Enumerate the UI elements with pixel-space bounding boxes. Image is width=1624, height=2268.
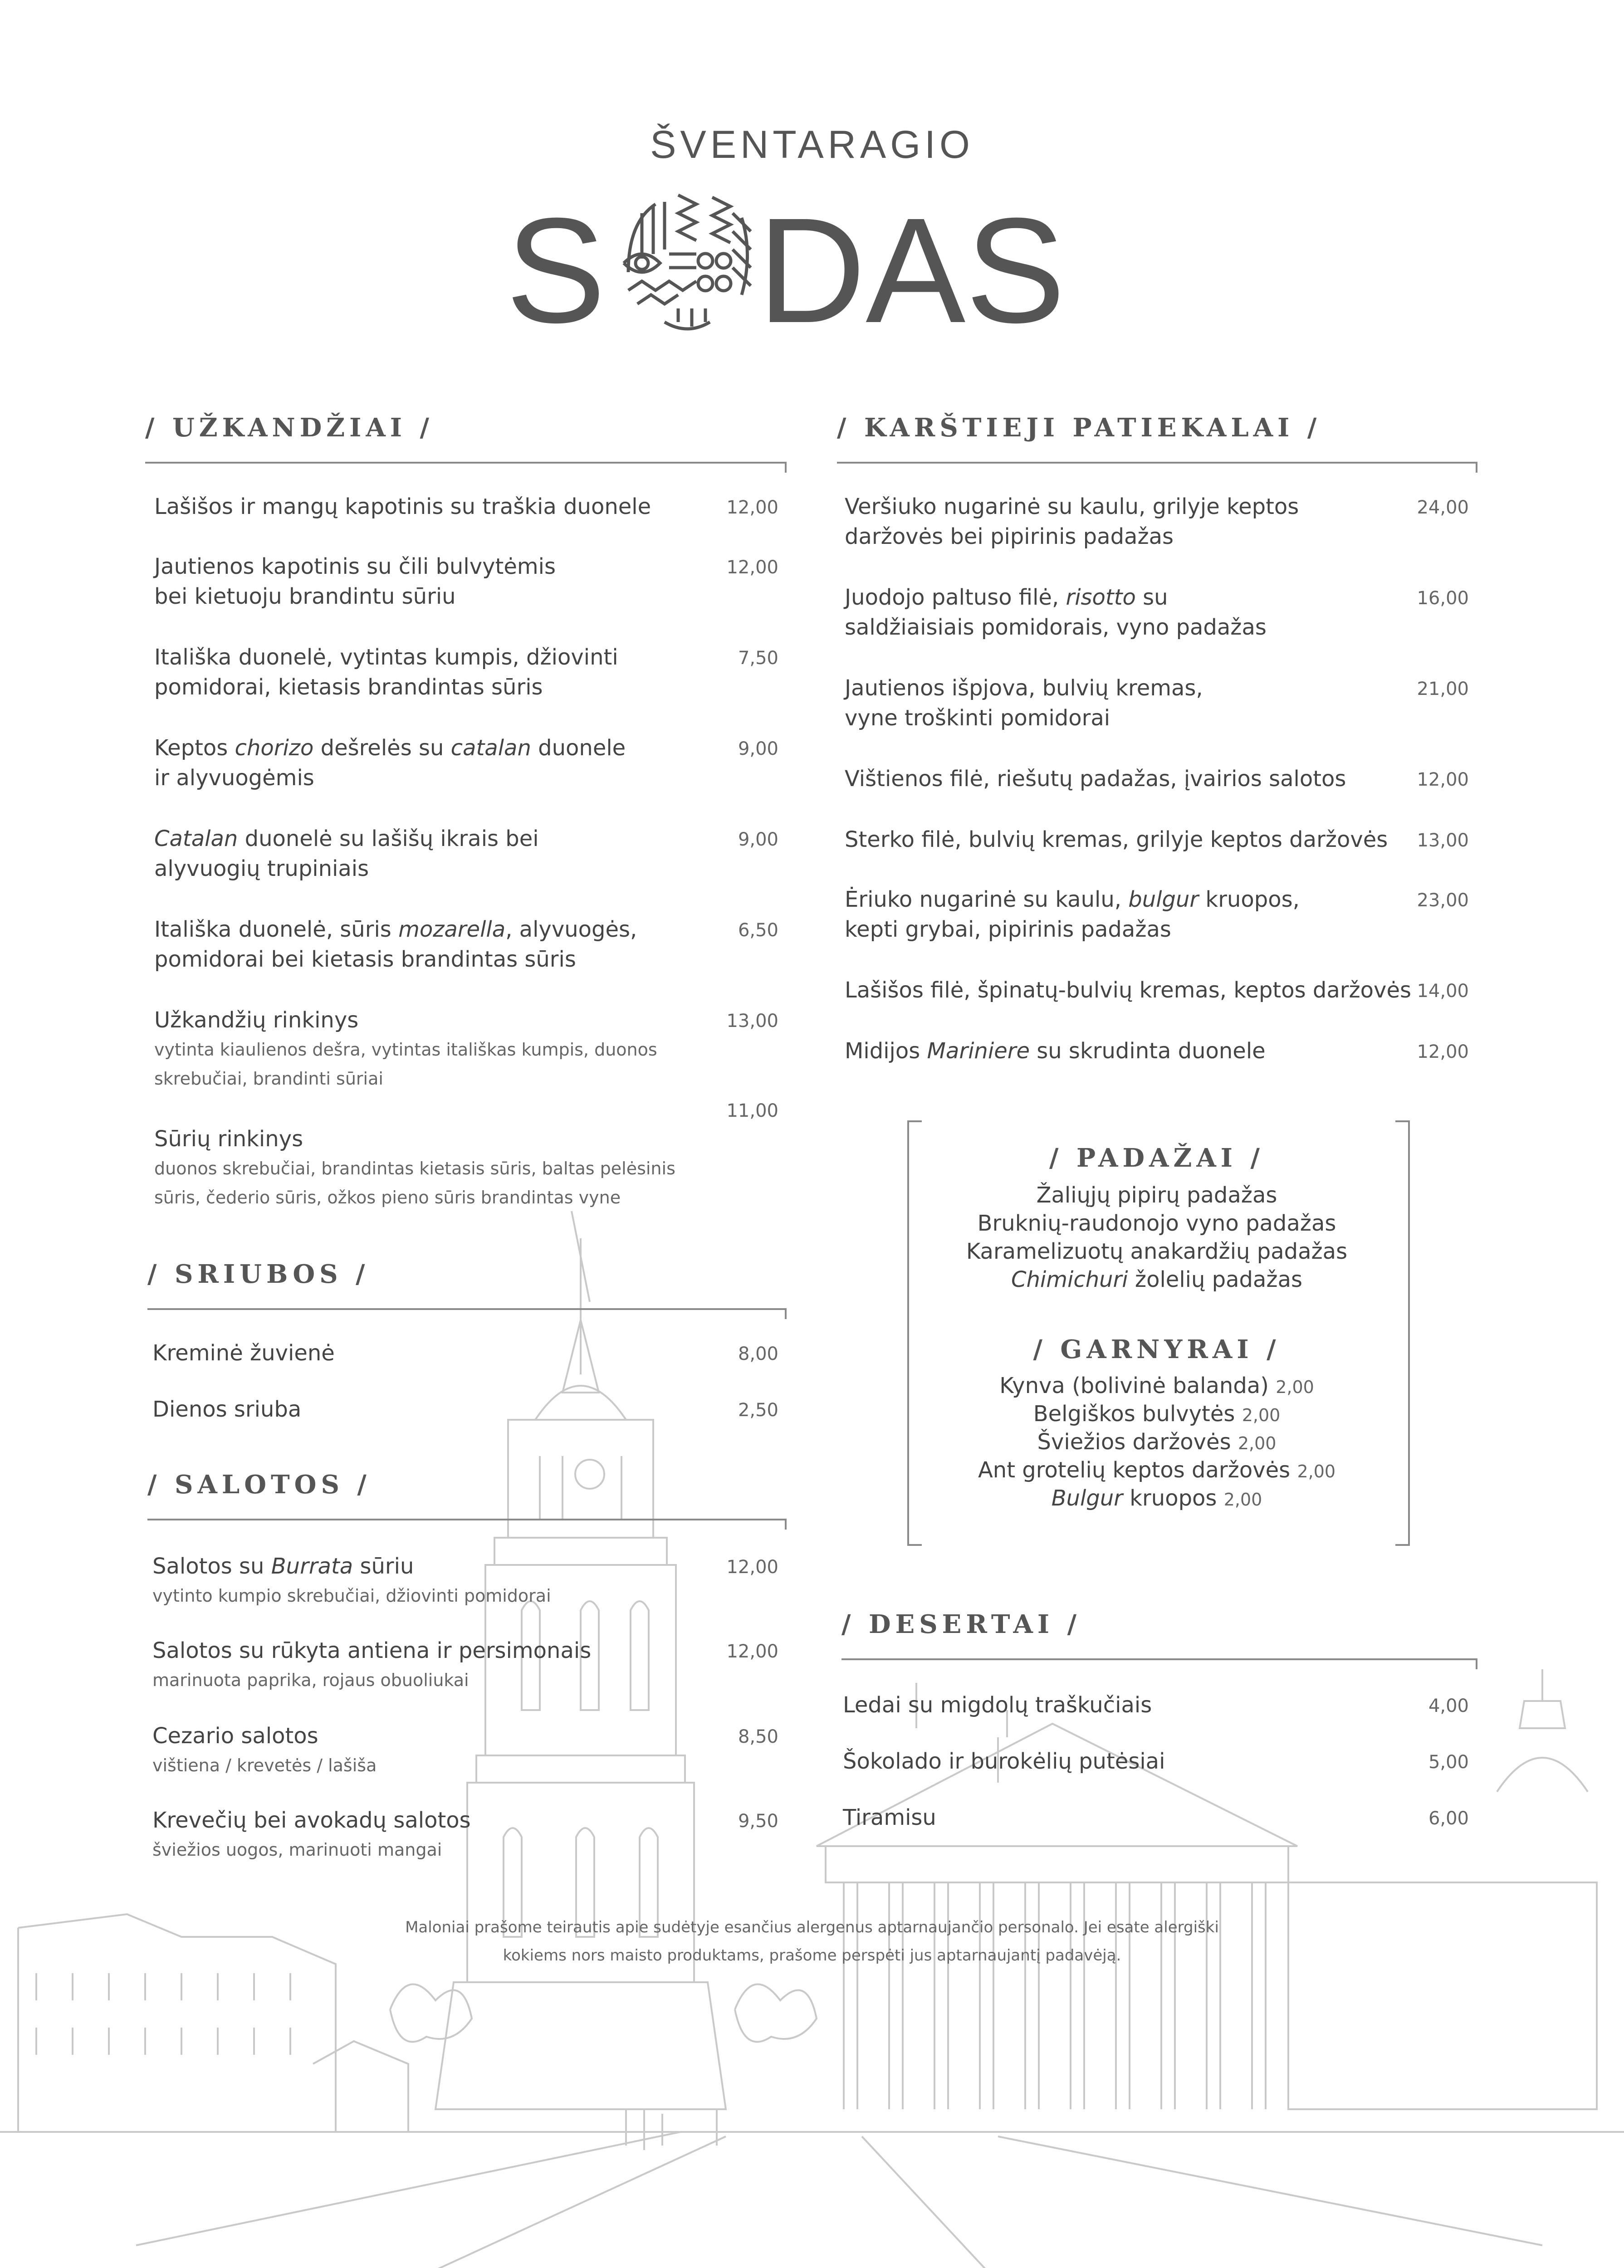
allergen-note-line1: Maloniai prašome teirautis apie sudėtyje esančius alergenus aptarnaujančio personalo. Jei esate alergiški — [405, 1918, 1219, 1936]
side-item: Bulgur kruopos 2,00 — [1051, 1486, 1262, 1511]
side-item: Kynva (bolivinė balanda) 2,00 — [999, 1373, 1314, 1398]
sauce-item: Bruknių-raudonojo vyno padažas — [977, 1211, 1336, 1236]
menu-item-name-line2: daržovės bei pipirinis padažas — [845, 524, 1174, 549]
sauces-box-left-bracket — [907, 1120, 922, 1546]
sauce-item: Karamelizuotų anakardžių padažas — [966, 1239, 1348, 1264]
menu-item-name: Lašišos ir mangų kapotinis su traškia duonele — [154, 494, 651, 519]
menu-item-name-line2: bei kietuoju brandintu sūriu — [154, 584, 456, 609]
desserts-title: / DESERTAI / — [841, 1609, 1081, 1639]
menu-item-description: skrebučiai, brandinti sūriai — [154, 1069, 383, 1089]
menu-item-name: Itališka duonelė, sūris mozarella, alyvuogės, — [154, 917, 637, 942]
side-item: Belgiškos bulvytės 2,00 — [1033, 1401, 1281, 1427]
menu-item-name-line2: saldžiaisiais pomidorais, vyno padažas — [845, 615, 1267, 640]
starters-divider — [145, 462, 787, 473]
menu-item-price: 8,00 — [738, 1344, 778, 1364]
menu-item-name: Keptos chorizo dešrelės su catalan duonele — [154, 735, 626, 761]
menu-item-name-line2: pomidorai, kietasis brandintas sūris — [154, 675, 543, 700]
sauce-item: Žaliųjų pipirų padažas — [1036, 1183, 1277, 1208]
menu-item-price: 23,00 — [1417, 890, 1469, 911]
menu-item-price: 21,00 — [1417, 679, 1469, 699]
menu-item-name-line2: kepti grybai, pipirinis padažas — [845, 917, 1171, 942]
menu-item-price: 12,00 — [726, 1557, 778, 1578]
brand-logo — [506, 186, 1123, 349]
desserts-divider — [841, 1658, 1477, 1669]
sauces-box-right-bracket — [1395, 1120, 1410, 1546]
side-item: Šviežios daržovės 2,00 — [1037, 1429, 1277, 1455]
menu-item-price: 7,50 — [738, 648, 778, 669]
menu-item-price: 9,00 — [738, 829, 778, 850]
menu-item-price: 24,00 — [1417, 497, 1469, 518]
menu-item-price: 12,00 — [726, 1641, 778, 1662]
menu-item-price: 14,00 — [1417, 981, 1469, 1002]
logo-letter-s: S — [506, 186, 606, 349]
menu-item-description: vištiena / krevetės / lašiša — [152, 1755, 377, 1775]
menu-item-name-line2: ir alyvuogėmis — [154, 765, 314, 791]
menu-item-name: Salotos su Burrata sūriu — [152, 1554, 414, 1579]
sauce-item: Chimichuri žolelių padažas — [1011, 1267, 1303, 1292]
menu-item-price: 5,00 — [1428, 1752, 1469, 1773]
menu-item-price: 8,50 — [738, 1726, 778, 1747]
menu-item-price: 12,00 — [726, 557, 778, 578]
side-item: Ant grotelių keptos daržovės 2,00 — [978, 1457, 1336, 1483]
menu-item-description: vytinto kumpio skrebučiai, džiovinti pomidorai — [152, 1586, 551, 1606]
menu-item-price: 13,00 — [1417, 830, 1469, 851]
menu-item-price: 9,50 — [738, 1811, 778, 1832]
menu-item-name-line2: vyne troškinti pomidorai — [845, 705, 1110, 731]
menu-item-name: Salotos su rūkyta antiena ir persimonais — [152, 1638, 592, 1663]
menu-item-price: 9,00 — [738, 738, 778, 759]
logo-letters-das: DAS — [758, 186, 1066, 349]
sides-title: / GARNYRAI / — [1033, 1334, 1281, 1364]
menu-item-price: 2,50 — [738, 1400, 778, 1421]
menu-item-name: Cezario salotos — [152, 1723, 318, 1749]
menu-item-name: Tiramisu — [843, 1805, 936, 1830]
menu-item-name: Lašišos filė, špinatų-bulvių kremas, keptos daržovės — [845, 978, 1411, 1003]
menu-item-name: Catalan duonelė su lašišų ikrais bei — [154, 826, 539, 851]
ornament-o-icon — [619, 191, 755, 329]
menu-item-name: Ėriuko nugarinė su kaulu, bulgur kruopos, — [845, 887, 1300, 912]
menu-item-description: sūris, čederio sūris, ožkos pieno sūris brandintas vyne — [154, 1188, 621, 1207]
menu-item-name: Juodojo paltuso filė, risotto su — [845, 585, 1168, 610]
menu-item-description: marinuota paprika, rojaus obuoliukai — [152, 1670, 469, 1690]
mains-title: / KARŠTIEJI PATIEKALAI / — [837, 413, 1321, 443]
menu-item-name: Jautienos išpjova, bulvių kremas, — [845, 675, 1203, 701]
menu-item-price: 6,50 — [738, 920, 778, 941]
menu-item-price: 12,00 — [1417, 1041, 1469, 1062]
menu-item-description: šviežios uogos, marinuoti mangai — [152, 1840, 442, 1860]
menu-item-name: Krevečių bei avokadų salotos — [152, 1808, 471, 1833]
menu-item-price: 16,00 — [1417, 588, 1469, 609]
menu-item-name: Sūrių rinkinys — [154, 1126, 303, 1152]
soups-divider — [147, 1308, 787, 1319]
menu-item-price: 6,00 — [1428, 1808, 1469, 1829]
salads-title: / SALOTOS / — [147, 1470, 371, 1500]
menu-item-name: Užkandžių rinkinys — [154, 1007, 359, 1033]
brand-subtitle: ŠVENTARAGIO — [650, 123, 974, 166]
menu-item-price: 4,00 — [1428, 1696, 1469, 1716]
menu-item-description: duonos skrebučiai, brandintas kietasis sūris, baltas pelėsinis — [154, 1158, 675, 1178]
menu-item-price: 12,00 — [1417, 769, 1469, 790]
menu-item-name: Kreminė žuvienė — [152, 1340, 335, 1366]
menu-item-name: Vištienos filė, riešutų padažas, įvairios salotos — [845, 766, 1346, 792]
menu-item-name: Midijos Mariniere su skrudinta duonele — [845, 1038, 1266, 1064]
menu-item-name: Veršiuko nugarinė su kaulu, grilyje keptos — [845, 494, 1299, 519]
menu-item-name-line2: pomidorai bei kietasis brandintas sūris — [154, 947, 576, 972]
salads-divider — [147, 1519, 787, 1530]
menu-item-name-line2: alyvuogių trupiniais — [154, 856, 369, 881]
menu-item-name: Sterko filė, bulvių kremas, grilyje keptos daržovės — [845, 827, 1388, 852]
menu-item-price: 13,00 — [726, 1011, 778, 1031]
menu-item-description: vytinta kiaulienos dešra, vytintas itališkas kumpis, duonos — [154, 1040, 657, 1060]
mains-divider — [837, 462, 1477, 473]
menu-item-price: 12,00 — [726, 497, 778, 518]
menu-item-name: Jautienos kapotinis su čili bulvytėmis — [154, 554, 556, 579]
menu-item-name: Itališka duonelė, vytintas kumpis, džiovinti — [154, 645, 618, 670]
sodas-logo-mark — [506, 186, 1123, 349]
starters-title: / UŽKANDŽIAI / — [145, 413, 434, 443]
soups-title: / SRIUBOS / — [147, 1259, 370, 1289]
menu-item-name: Dienos sriuba — [152, 1397, 302, 1422]
menu-item-name: Ledai su migdolų traškučiais — [843, 1692, 1152, 1718]
allergen-note-line2: kokiems nors maisto produktams, prašome perspėti jus aptarnaujantį padavėją. — [503, 1946, 1121, 1965]
menu-item-name: Šokolado ir burokėlių putėsiai — [843, 1749, 1165, 1774]
menu-item-price: 11,00 — [726, 1100, 778, 1121]
sauces-title: / PADAŽAI / — [1049, 1143, 1264, 1173]
